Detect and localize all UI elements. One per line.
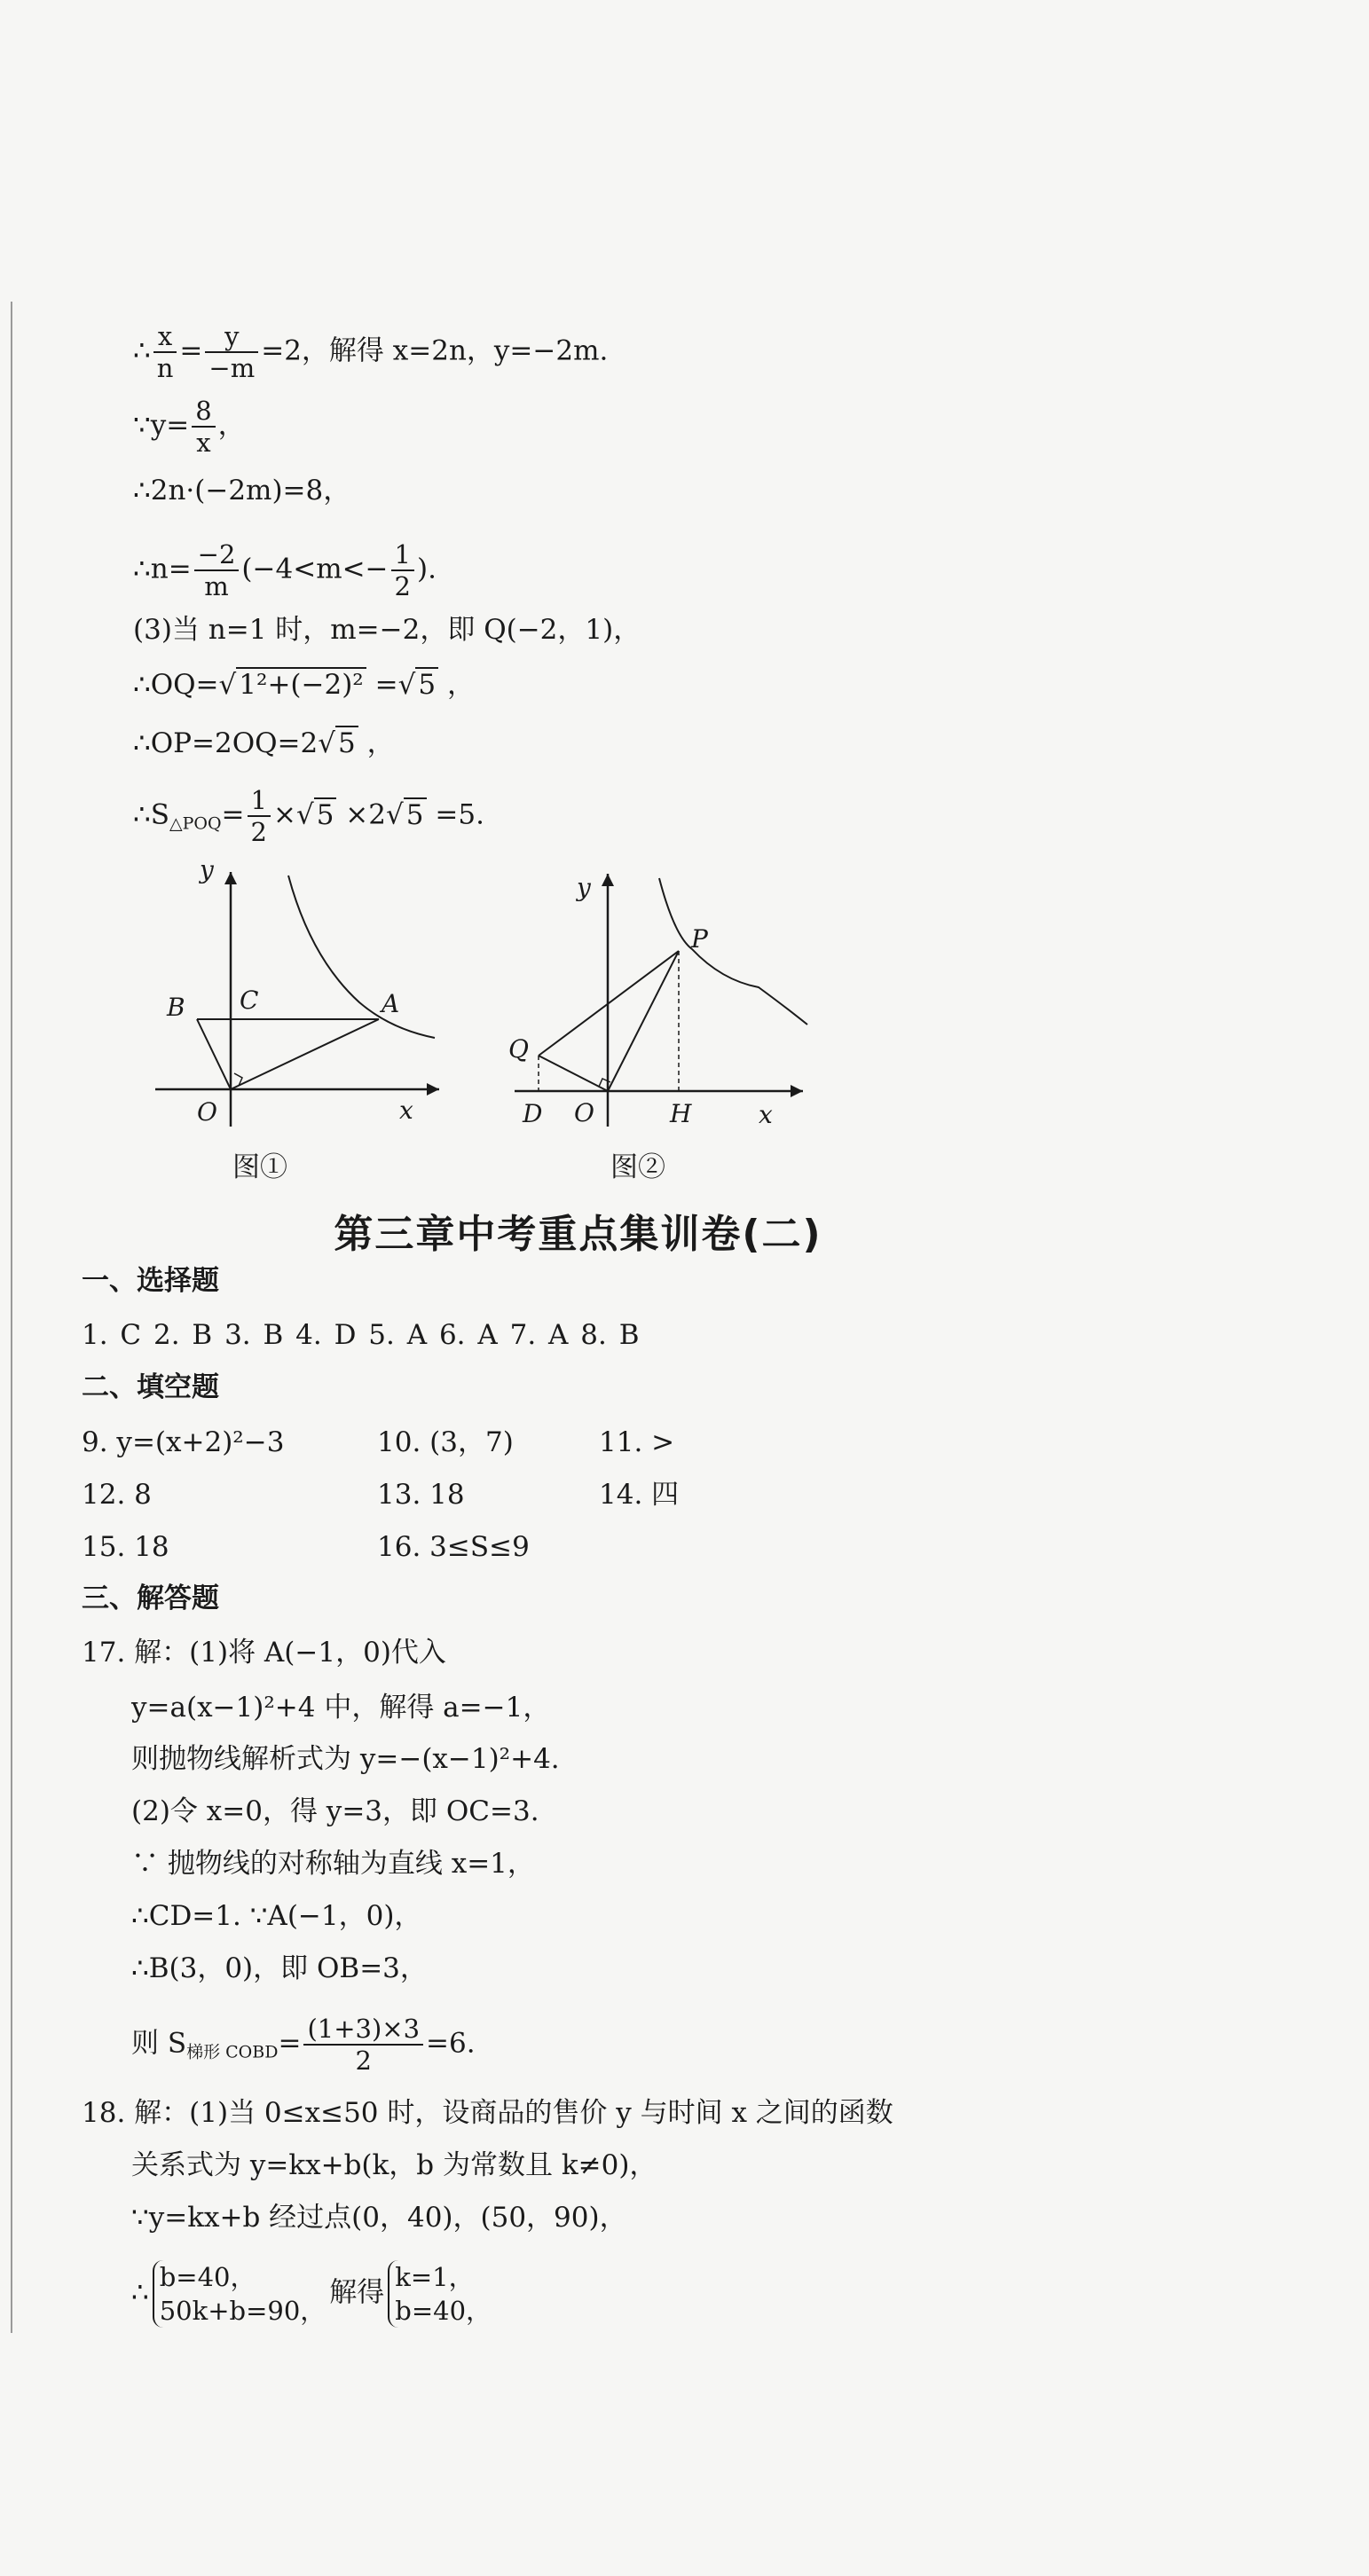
hyperbola xyxy=(288,876,435,1038)
solution-line-5 xyxy=(133,612,641,648)
section-heading-choice: 一、选择题 xyxy=(82,1265,219,1297)
answer-12: 12. 8 xyxy=(82,1479,152,1511)
figure-1 xyxy=(142,856,461,1131)
label-A: A xyxy=(382,989,400,1018)
label-O: O xyxy=(574,1098,594,1127)
q17-line-7: ∴B(3，0)，即 OB=3， xyxy=(131,1952,428,1984)
fraction-8-over-x xyxy=(192,396,215,458)
system-eq-2b: b=40， xyxy=(395,2296,492,2326)
subscript: △POQ xyxy=(169,813,222,834)
q17-line-8 xyxy=(131,2014,476,2076)
denominator: 2 xyxy=(355,2046,372,2076)
numerator: 1 xyxy=(248,785,271,817)
label-O: O xyxy=(197,1097,217,1127)
x-axis-arrow xyxy=(427,1083,439,1096)
line-text: (3)当 n=1 时，m=−2，即 Q(−2，1)， xyxy=(133,614,641,646)
answer-16: 16. 3≤S≤9 xyxy=(377,1531,530,1563)
line-text: =2，解得 x=2n，y=−2m. xyxy=(261,334,609,367)
solution-line-6: ∴OQ=√1²+(−2)² =√5 ， xyxy=(133,669,475,701)
answer-14: 14. 四 xyxy=(599,1479,680,1511)
section-heading-fill: 二、填空题 xyxy=(82,1371,219,1403)
label-x: x xyxy=(399,1096,413,1125)
label-B: B xyxy=(167,993,185,1022)
q17-line-6: ∴CD=1. ∵A(−1，0)， xyxy=(131,1900,422,1932)
line-text: ∴OQ= xyxy=(133,669,219,701)
system-eq-2a: k=1， xyxy=(395,2262,475,2292)
radicand: 5 xyxy=(404,797,427,831)
numerator: −2 xyxy=(194,539,240,571)
denominator: n xyxy=(156,353,174,383)
figure-1-caption: 图① xyxy=(232,1151,287,1183)
line-text: =5. xyxy=(426,798,484,831)
line-text: = xyxy=(366,669,398,701)
line-text: ， xyxy=(217,409,246,442)
answer-9: 9. y=(x+2)²−3 xyxy=(82,1426,285,1458)
answer-10: 10. (3，7) xyxy=(377,1426,514,1458)
radicand: 5 xyxy=(314,797,337,831)
choice-answers: 1. C 2. B 3. B 4. D 5. A 6. A 7. A 8. B xyxy=(82,1319,640,1351)
line-text: ∴n= xyxy=(133,553,192,585)
solution-line-1 xyxy=(133,321,608,383)
fraction-x-over-n xyxy=(153,321,177,383)
solution-line-7: ∴OP=2OQ=2√5 ， xyxy=(133,727,395,759)
system-eq-1a: b=40， xyxy=(159,2262,256,2292)
denominator: −m xyxy=(208,353,256,383)
q18-line-1: 18. 解：(1)当 0≤x≤50 时，设商品的售价 y 与时间 x 之间的函数 xyxy=(82,2097,893,2129)
line-text: ∴S xyxy=(133,798,169,831)
radicand: 5 xyxy=(415,667,438,701)
line-text: × xyxy=(272,798,296,831)
hyperbola xyxy=(659,878,807,1025)
figure-2-caption: 图② xyxy=(610,1151,665,1183)
label-Q: Q xyxy=(508,1034,529,1064)
segment-QO xyxy=(539,1056,608,1091)
equation-system-1 xyxy=(153,2260,327,2328)
solution-line-4 xyxy=(133,539,437,601)
subscript: 梯形 COBD xyxy=(186,2042,279,2062)
denominator: x xyxy=(196,428,211,458)
q18-line-3: ∵y=kx+b 经过点(0，40)，(50，90)， xyxy=(131,2202,627,2234)
q17-line-4: (2)令 x=0，得 y=3，即 OC=3. xyxy=(131,1795,539,1827)
q17-line-3: 则抛物线解析式为 y=−(x−1)²+4. xyxy=(131,1743,560,1775)
line-text: (−4<m<− xyxy=(241,553,389,585)
label-P: P xyxy=(691,924,708,954)
label-H: H xyxy=(670,1099,692,1128)
fraction-neg2-over-m xyxy=(194,539,240,601)
section-heading-solutions: 三、解答题 xyxy=(82,1583,219,1614)
q17-line-5: ∵ 抛物线的对称轴为直线 x=1， xyxy=(131,1848,535,1880)
q17-line-1: 17. 解：(1)将 A(−1，0)代入 xyxy=(82,1637,446,1669)
segment-OP xyxy=(608,951,679,1091)
line-text: 解得 xyxy=(329,2276,385,2309)
line-text: ∴OP=2OQ=2 xyxy=(133,727,319,759)
line-text: ). xyxy=(417,553,437,585)
answer-15: 15. 18 xyxy=(82,1531,169,1563)
numerator: y xyxy=(205,321,258,353)
system-eq-1b: 50k+b=90， xyxy=(159,2296,327,2326)
fraction-1-over-2 xyxy=(391,539,414,601)
line-text: ×2 xyxy=(336,798,387,831)
equals: = xyxy=(179,334,203,367)
therefore-symbol: ∴ xyxy=(131,2276,149,2309)
line-text: 则 S xyxy=(131,2027,187,2060)
q18-line-2: 关系式为 y=kx+b(k，b 为常数且 k≠0)， xyxy=(131,2149,657,2181)
numerator: 1 xyxy=(391,539,414,571)
label-C: C xyxy=(240,986,259,1015)
label-D: D xyxy=(523,1099,543,1128)
solution-line-2 xyxy=(133,396,246,458)
equals: = xyxy=(221,798,245,831)
line-text: ∵y= xyxy=(133,409,190,442)
numerator: (1+3)×3 xyxy=(303,2014,423,2046)
fraction-area xyxy=(303,2014,423,2076)
answer-11: 11. > xyxy=(599,1426,675,1458)
label-x: x xyxy=(759,1100,773,1129)
line-text: ∴2n·(−2m)=8， xyxy=(133,475,351,507)
figure-2 xyxy=(501,856,821,1131)
y-axis-arrow xyxy=(224,872,237,884)
line-text: ， xyxy=(438,669,475,701)
x-axis-arrow xyxy=(791,1085,803,1097)
equation-system-2 xyxy=(388,2260,492,2328)
margin-rule xyxy=(11,302,12,2333)
answer-13: 13. 18 xyxy=(377,1479,465,1511)
radicand: 1²+(−2)² xyxy=(236,667,366,701)
y-axis-arrow xyxy=(602,874,614,886)
fraction-y-over-neg-m xyxy=(205,321,258,383)
line-text: =6. xyxy=(426,2027,476,2060)
line-text: ， xyxy=(358,727,395,759)
denominator: 2 xyxy=(394,571,411,601)
solution-line-8: $\therefore S_{\triangle POQ}=$ $\frac{1}{2}$ ×√5 ×2√5 =5. xyxy=(133,785,484,847)
label-y: y xyxy=(577,873,591,902)
equals: = xyxy=(278,2027,302,2060)
q18-line-4 xyxy=(131,2260,495,2328)
fraction-half xyxy=(248,785,271,847)
numerator: 8 xyxy=(192,396,215,428)
segment-BO xyxy=(197,1019,231,1089)
denominator: 2 xyxy=(250,817,267,847)
solution-line-3 xyxy=(133,473,350,508)
radicand: 5 xyxy=(335,726,358,759)
numerator: x xyxy=(153,321,177,353)
label-y: y xyxy=(200,856,214,884)
therefore-symbol: ∴ xyxy=(133,334,151,367)
q17-line-2: y=a(x−1)²+4 中，解得 a=−1， xyxy=(131,1692,551,1724)
exam-title: 第三章中考重点集训卷(二) xyxy=(334,1212,822,1257)
denominator: m xyxy=(204,571,229,601)
segment-OA xyxy=(231,1019,379,1089)
